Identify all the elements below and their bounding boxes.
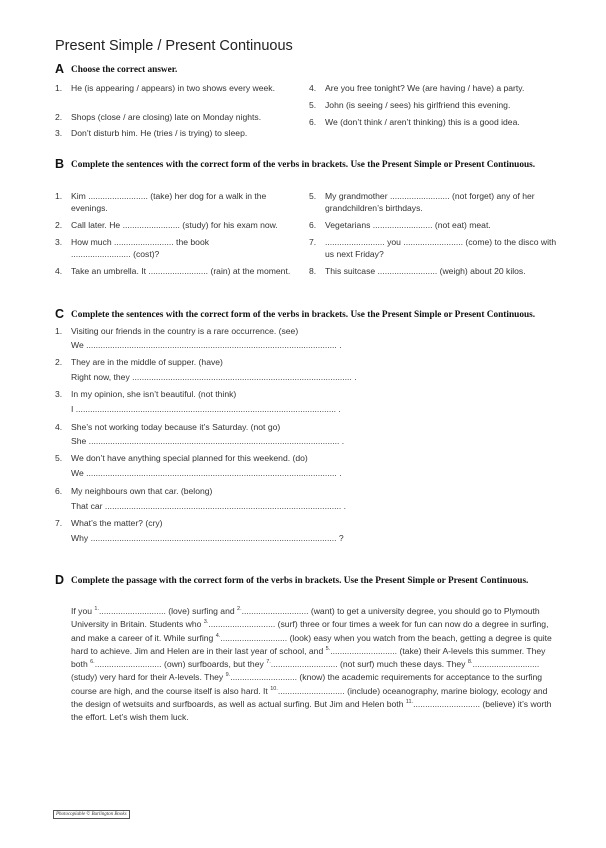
- item-number: 7.: [55, 518, 63, 528]
- item-number: 8.: [309, 266, 317, 276]
- item-prompt: She’s not working today because it’s Saturday. (not go): [71, 422, 281, 432]
- passage-segment: ............................ (know) the academic requirements for acceptance to the surfing course are high, and the course itself is also hard. It: [71, 672, 543, 696]
- passage-segment: If you: [71, 606, 95, 616]
- passage-segment: ............................ (take) their A-levels this summer. They both: [71, 645, 546, 670]
- item-text: Kim ......................... (take) her dog for a walk in the evenings.: [71, 191, 267, 213]
- gap-number: 1.: [94, 606, 99, 613]
- item-text: Vegetarians ......................... (not eat) meat.: [325, 220, 491, 230]
- item-text: We (don’t think / aren’t thinking) this is a good idea.: [325, 117, 520, 127]
- gap-number: 9.: [225, 672, 231, 679]
- item-number: 7.: [309, 237, 317, 247]
- passage-segment: ............................ (own) surfboards, but they: [94, 659, 267, 670]
- item-text: This suitcase ......................... (weigh) about 20 kilos.: [325, 266, 526, 276]
- section-a-instruction: Choose the correct answer.: [71, 65, 178, 75]
- item-text: My grandmother ......................... (not forget) any of her grandchildren’s birthdays.: [325, 191, 535, 213]
- item-text: Shops (close / are closing) late on Monday nights.: [71, 112, 262, 122]
- section-b-letter: B: [55, 157, 65, 171]
- item-text: He (is appearing / appears) in two shows every week.: [71, 83, 275, 93]
- passage-segment: ............................ (want) to get a university degree, you should go to Plymouth University in Britain. Students who: [71, 606, 540, 630]
- item-number: 2.: [55, 220, 63, 230]
- answer-line: We ......................................................................................................... .: [71, 468, 342, 478]
- gap-number: 10.: [270, 685, 278, 692]
- item-number: 5.: [309, 100, 317, 110]
- item-number: 3.: [55, 128, 63, 138]
- gap-number: 8.: [467, 659, 473, 666]
- item-number: 3.: [55, 389, 63, 399]
- item-number: 6.: [309, 220, 317, 230]
- section-d-instruction: Complete the passage with the correct form of the verbs in brackets. Use the Present Simple or Present Continuous.: [71, 576, 529, 586]
- answer-line: Right now, they ............................................................................................ .: [71, 372, 357, 382]
- page-title: Present Simple / Present Continuous: [55, 38, 293, 54]
- item-number: 1.: [55, 191, 63, 201]
- item-number: 3.: [55, 237, 63, 247]
- answer-line: I ............................................................................................................. .: [71, 404, 341, 414]
- answer-line: She ......................................................................................................... .: [71, 436, 345, 446]
- item-text: How much ......................... the book ......................... (cost)?: [71, 237, 210, 259]
- passage-segment: ............................ (love) surfing and: [99, 606, 238, 616]
- item-text: Take an umbrella. It ......................... (rain) at the moment.: [71, 266, 291, 276]
- passage-segment: ............................ (surf) three or four times a week for fun can now do a degree in surfing, and make a career of it. While surfing: [71, 619, 549, 643]
- gap-number: 2.: [237, 606, 242, 613]
- gap-number: 4.: [215, 632, 221, 639]
- passage-segment: ............................ (not surf) much these days. They: [270, 659, 468, 670]
- section-a-letter: A: [55, 62, 65, 76]
- item-prompt: My neighbours own that car. (belong): [71, 486, 213, 496]
- item-prompt: What’s the matter? (cry): [71, 518, 163, 528]
- item-text: ......................... you ......................... (come) to the disco with us next Friday?: [325, 237, 557, 259]
- item-number: 5.: [309, 191, 317, 201]
- item-number: 1.: [55, 326, 63, 336]
- passage-segment: ............................ (study) very hard for their A-levels. They: [71, 659, 540, 683]
- item-number: 5.: [55, 453, 63, 463]
- passage-segment: ............................ (look) easy when you watch from the beach, getting a degree is quite hard to achieve. Jim and Helen are in their last year of school, and: [71, 632, 552, 656]
- item-number: 4.: [309, 83, 317, 93]
- item-text: Call later. He ........................ (study) for his exam now.: [71, 220, 278, 230]
- item-prompt: We don’t have anything special planned for this weekend. (do): [71, 453, 308, 463]
- item-number: 4.: [55, 422, 63, 432]
- section-d-letter: D: [55, 573, 65, 587]
- item-text: John (is seeing / sees) his girlfriend this evening.: [325, 100, 511, 110]
- gap-number: 6.: [90, 659, 95, 666]
- gap-number: 7.: [266, 659, 271, 666]
- item-number: 1.: [55, 83, 63, 93]
- gap-number: 3.: [203, 619, 209, 626]
- passage-segment: ............................ (include) oceanography, marine biology, ecology and the design of wetsuits and surfboards, as well as actual surfing. But Jim and Helen both: [71, 685, 548, 710]
- item-number: 2.: [55, 357, 63, 367]
- answer-line: Why ....................................................................................................... ?: [71, 533, 344, 543]
- gap-number: 5.: [325, 646, 331, 653]
- item-number: 4.: [55, 266, 63, 276]
- item-number: 2.: [55, 112, 63, 122]
- item-prompt: In my opinion, she isn’t beautiful. (not think): [71, 389, 237, 399]
- answer-line: We ......................................................................................................... .: [71, 340, 342, 350]
- section-c-letter: C: [55, 307, 65, 321]
- item-number: 6.: [309, 117, 317, 127]
- answer-line: That car ................................................................................................... .: [71, 501, 347, 511]
- passage-segment: ............................ (believe) it’s worth the effort. Let’s wish them luck.: [71, 699, 552, 723]
- copyright-footer: Photocopiable © Burlington Books: [53, 810, 130, 819]
- item-text: Are you free tonight? We (are having / have) a party.: [325, 83, 525, 93]
- item-prompt: Visiting our friends in the country is a rare occurrence. (see): [71, 326, 299, 336]
- gap-number: 11.: [405, 699, 414, 706]
- item-number: 6.: [55, 486, 63, 496]
- section-c-instruction: Complete the sentences with the correct form of the verbs in brackets. Use the Present Simple or Present Continuous.: [71, 310, 536, 320]
- item-prompt: They are in the middle of supper. (have): [71, 357, 223, 367]
- section-b-instruction: Complete the sentences with the correct form of the verbs in brackets. Use the Present Simple or Present Continuous.: [71, 160, 536, 170]
- passage-text: [71, 605, 553, 725]
- item-text: Don’t disturb him. He (tries / is trying) to sleep.: [71, 128, 248, 138]
